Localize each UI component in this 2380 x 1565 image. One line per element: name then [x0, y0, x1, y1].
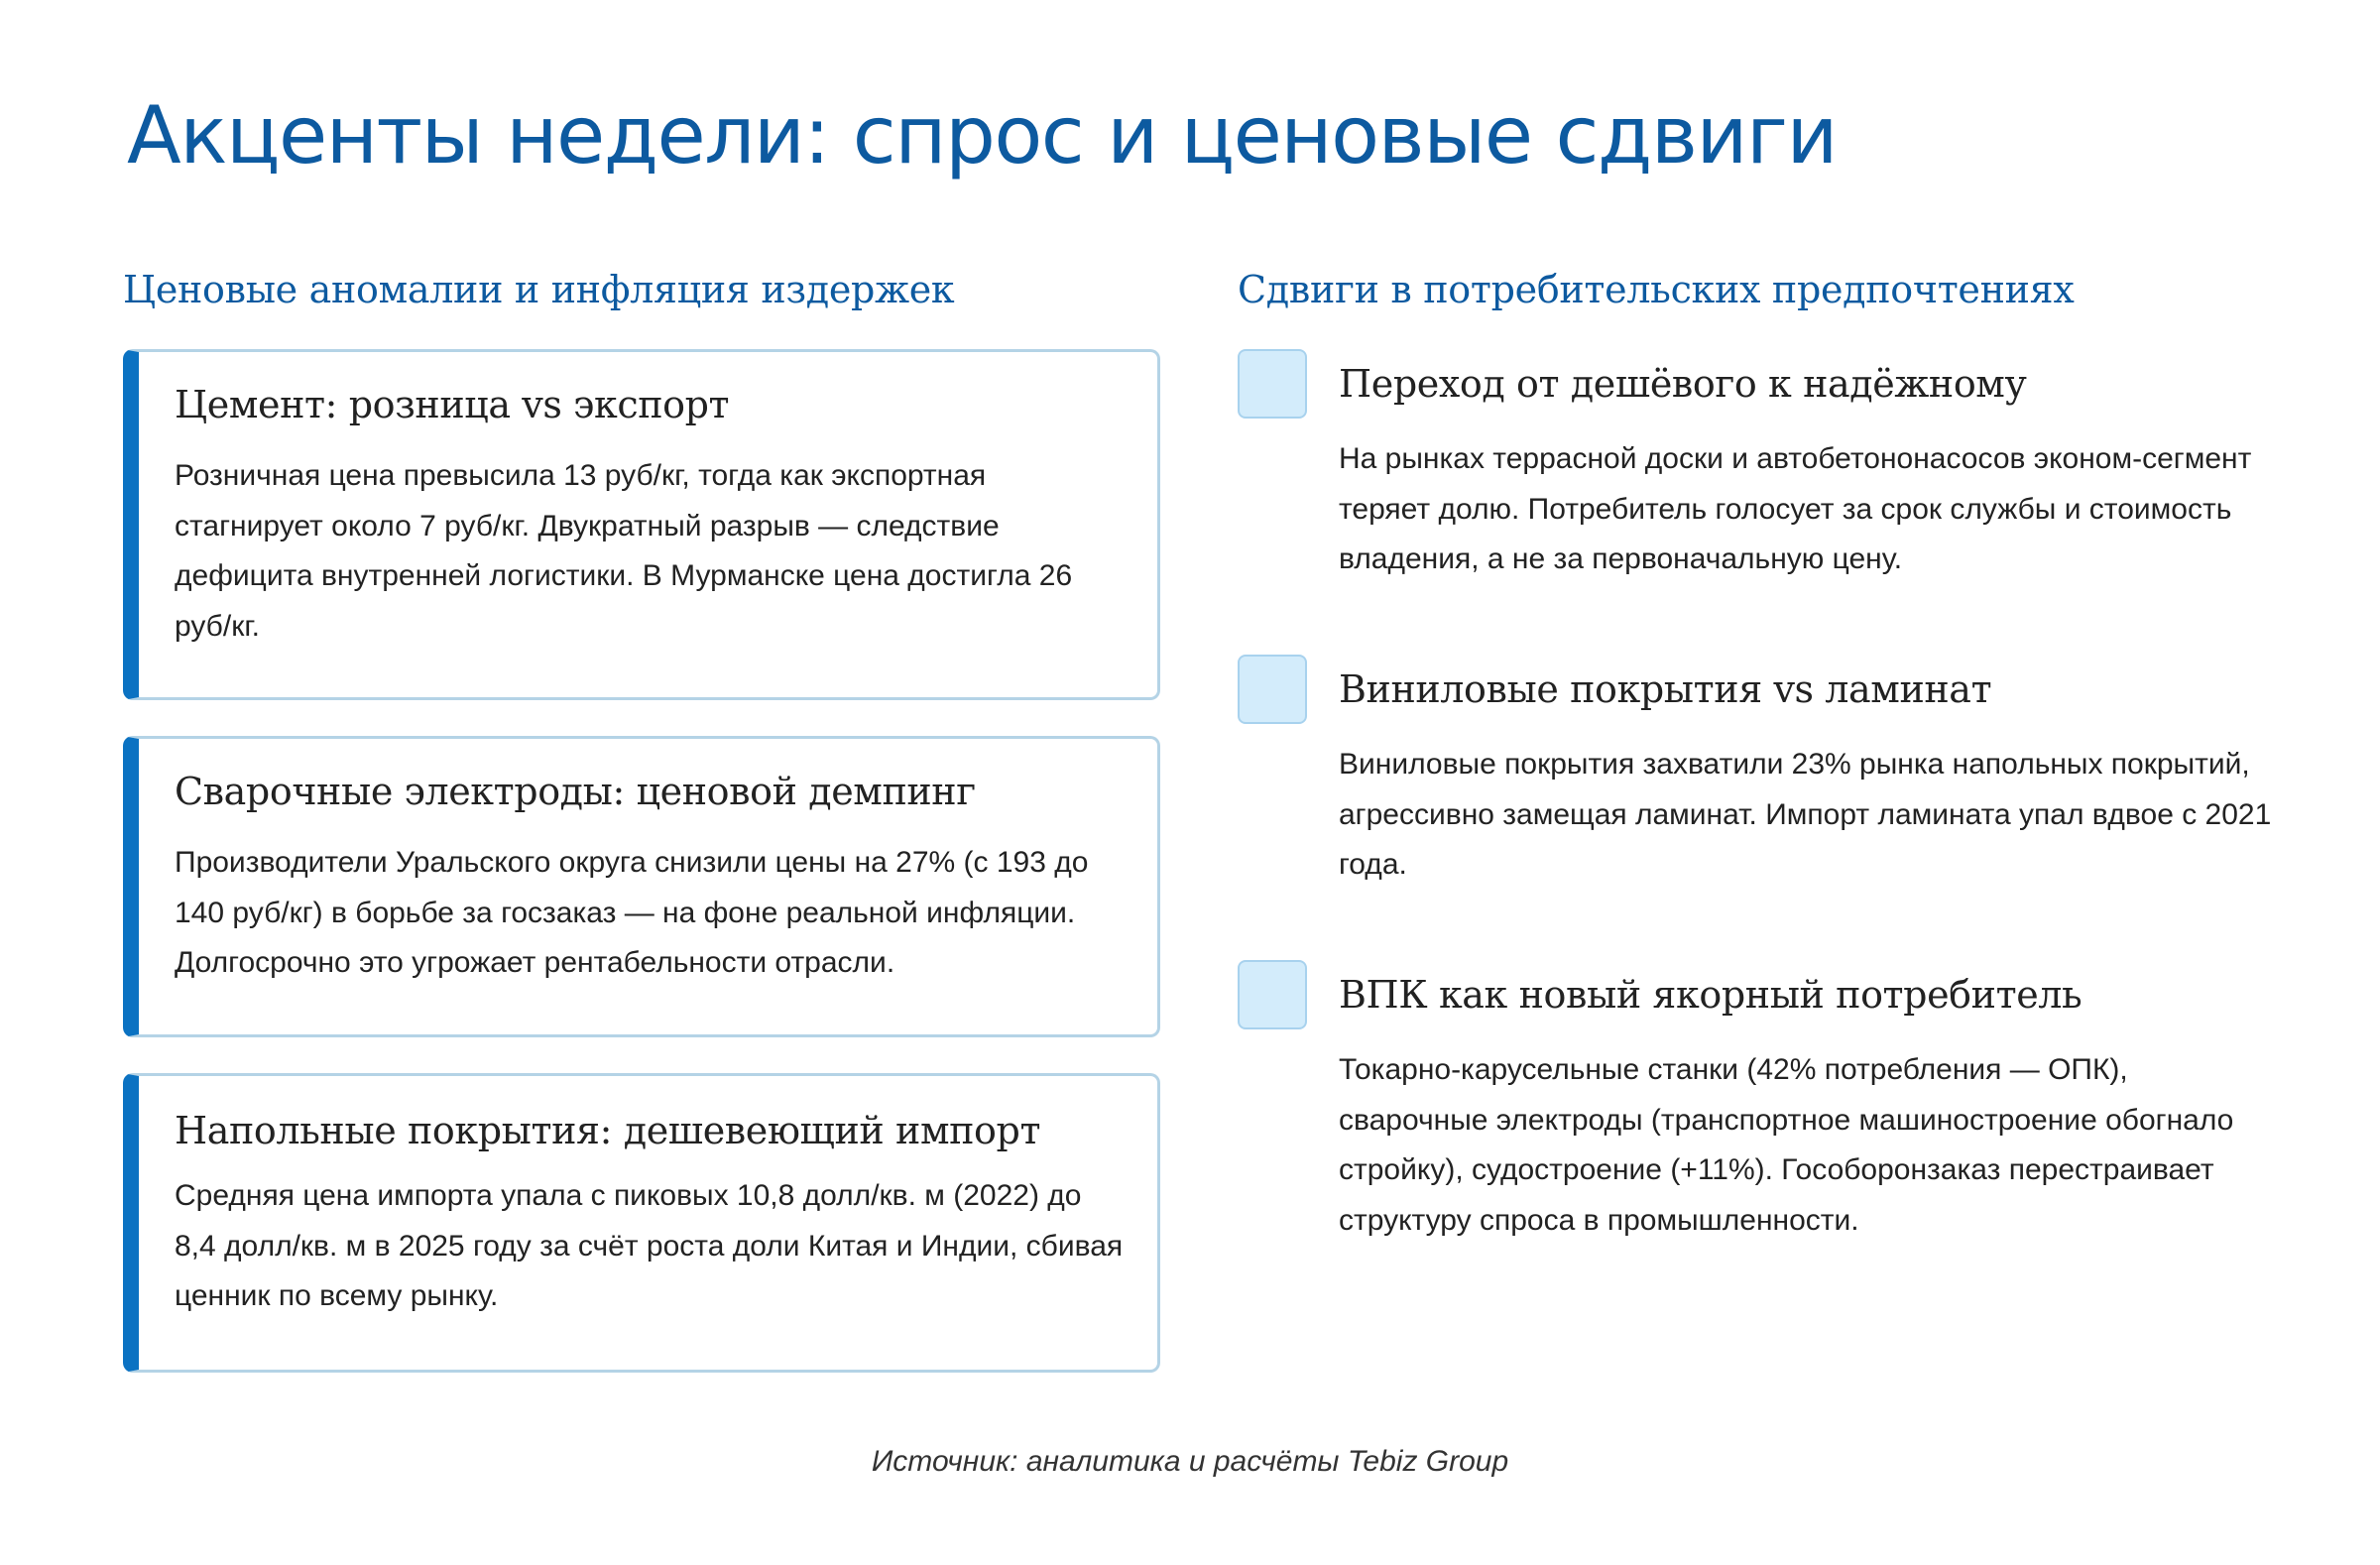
item-reliability-shift	[1238, 349, 2289, 597]
price-anomalies-heading: Ценовые аномалии и инфляция издержек	[123, 268, 955, 311]
card-title: Сварочные электроды: ценовой демпинг	[175, 770, 976, 813]
card-text: Розничная цена превысила 13 руб/кг, тогда как экспортная стагнирует около 7 руб/кг. Двукратный разрыв — следствие дефицита внутренней логистики. В Мурманске цена достигла 26 руб/кг.	[175, 459, 1073, 643]
square-marker-icon	[1238, 349, 1307, 419]
square-marker-icon	[1238, 655, 1307, 724]
card-welding-electrodes	[123, 736, 1160, 1037]
card-title: Цемент: розница vs экспорт	[175, 383, 730, 426]
card-title: Напольные покрытия: дешевеющий импорт	[175, 1109, 1041, 1152]
item-title: Переход от дешёвого к надёжному	[1339, 362, 2027, 406]
price-anomalies-column	[123, 260, 1160, 1312]
item-title: Виниловые покрытия vs ламинат	[1339, 667, 1992, 711]
item-text: Виниловые покрытия захватили 23% рынка напольных покрытий, агрессивно замещая ламинат. Импорт ламината упал вдвое с 2021 года.	[1339, 748, 2272, 881]
consumer-shifts-heading: Сдвиги в потребительских предпочтениях	[1238, 268, 2075, 311]
item-defense-consumer	[1238, 960, 2289, 1258]
item-text: Токарно-карусельные станки (42% потребления — ОПК), сварочные электроды (транспортное машиностроение обогнало стройку), судостроение (+11%). Гособоронзаказ перестраивает структуру спроса в промышленности.	[1339, 1053, 2234, 1237]
source-note: Источник: аналитика и расчёты Tebiz Group	[871, 1445, 1509, 1478]
item-title: ВПК как новый якорный потребитель	[1339, 973, 2082, 1017]
card-cement	[123, 349, 1160, 700]
item-vinyl-vs-laminate	[1238, 655, 2289, 903]
item-text: На рынках террасной доски и автобетононасосов эконом-сегмент теряет долю. Потребитель голосует за срок службы и стоимость владения, а не за первоначальную цену.	[1339, 442, 2252, 575]
card-text: Производители Уральского округа снизили цены на 27% (с 193 до 140 руб/кг) в борьбе за госзаказ — на фоне реальной инфляции. Долгосрочно это угрожает рентабельности отрасли.	[175, 846, 1089, 979]
card-text: Средняя цена импорта упала с пиковых 10,8 долл/кв. м (2022) до 8,4 долл/кв. м в 2025 году за счёт роста доли Китая и Индии, сбивая ценник по всему рынку.	[175, 1179, 1124, 1312]
card-floor-coverings	[123, 1073, 1160, 1373]
consumer-shifts-column	[1238, 260, 2289, 1237]
page-title: Акценты недели: спрос и ценовые сдвиги	[127, 89, 1837, 181]
square-marker-icon	[1238, 960, 1307, 1029]
